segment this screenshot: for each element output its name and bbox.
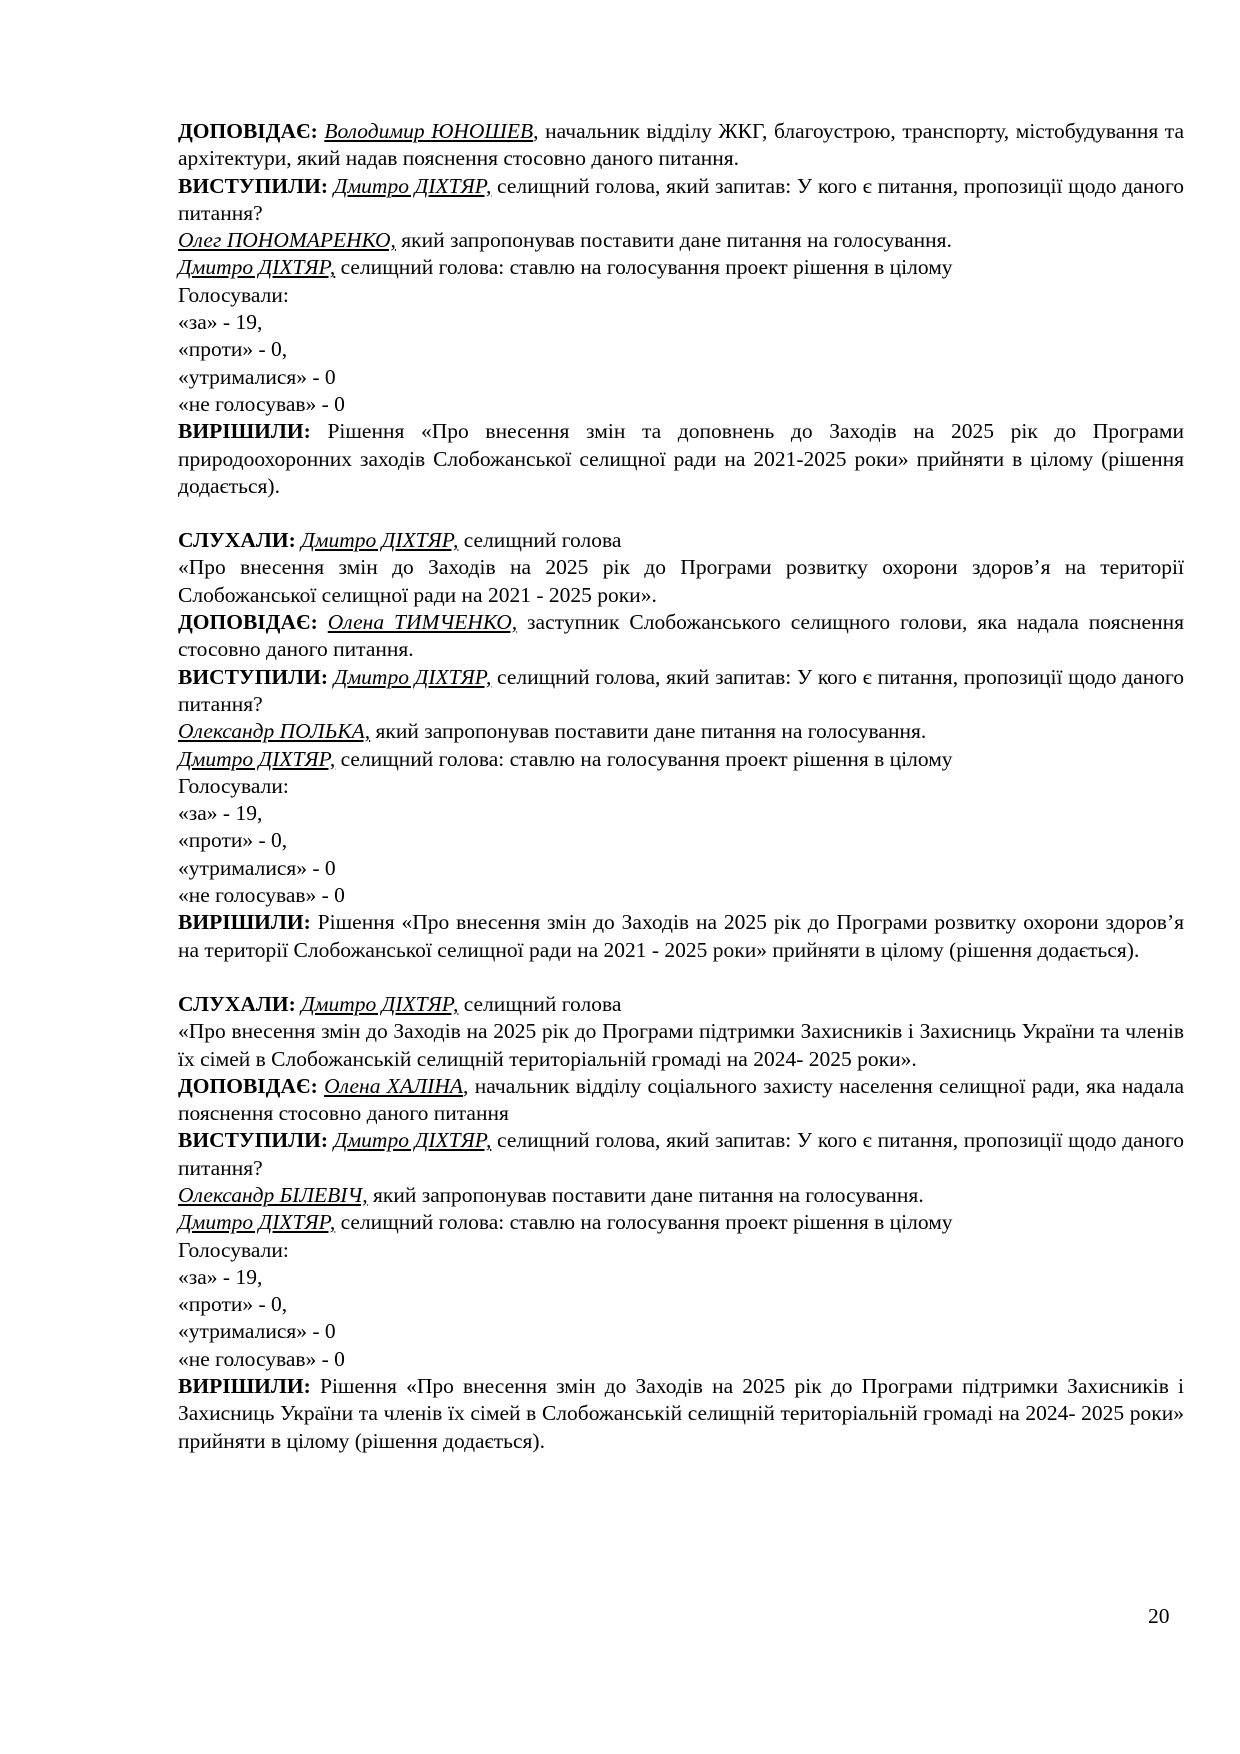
proposer-name: Олександр БІЛЕВІЧ, [178, 1182, 368, 1207]
speakers-label: ВИСТУПИЛИ: [178, 664, 329, 689]
votes-for: «за» - 19, [178, 801, 263, 826]
decision-label: ВИРІШИЛИ: [178, 1374, 311, 1399]
speaker-name: Дмитро ДІХТЯР, [333, 1128, 492, 1153]
heard-paragraph [178, 527, 1184, 554]
speakers-text: селищний голова, який запитав: У кого є питання, пропозиції щодо даного питання? [178, 664, 1185, 716]
reporter-label: ДОПОВІДАЄ: [178, 119, 318, 143]
section-gap [178, 500, 1184, 527]
topic-paragraph: «Про внесення змін до Заходів на 2025 рік до Програми підтримки Захисників і Захисниць України та членів їх сімей в Слобожанській селищній територіальній громаді на 2024- 2025 роки». [178, 1019, 1184, 1071]
votes-for: «за» - 19, [178, 1264, 263, 1289]
topic-paragraph: «Про внесення змін до Заходів на 2025 рік до Програми розвитку охорони здоров’я на території Слобожанської селищної ради на 2021 - 2025 роки». [178, 555, 1184, 607]
heard-label: СЛУХАЛИ: [178, 528, 296, 553]
decision-label: ВИРІШИЛИ: [178, 910, 311, 935]
decision-paragraph [178, 418, 1184, 500]
decision-text: Рішення «Про внесення змін до Заходів на 2025 рік до Програми розвитку охорони здоров’я на території Слобожанської селищної ради на 2021 - 2025 роки» прийняти в цілому (рішення додається). [178, 910, 1184, 962]
votes-heading: Голосували: [178, 773, 289, 798]
votes-not-voted: «не голосував» - 0 [178, 883, 345, 908]
chair-paragraph [178, 746, 1184, 773]
agenda-item-3 [178, 991, 1184, 1455]
speakers-text: селищний голова, який запитав: У кого є питання, пропозиції щодо даного питання? [178, 1128, 1185, 1180]
decision-paragraph [178, 1373, 1184, 1455]
decision-paragraph [178, 909, 1184, 964]
reporter-text: , начальник відділу ЖКГ, благоустрою, транспорту, містобудування та архітектури, який надав пояснення стосовно даного питання. [178, 119, 1184, 171]
decision-label: ВИРІШИЛИ: [178, 419, 311, 444]
proposer-paragraph [178, 718, 1184, 745]
reporter-text: заступник Слобожанського селищного голови, яка надала пояснення стосовно даного питання. [178, 610, 1185, 662]
speaker-name: Дмитро ДІХТЯР, [333, 664, 492, 689]
agenda-item-2 [178, 527, 1184, 964]
reporter-name: Володимир ЮНОШЕВ [324, 119, 534, 143]
heard-name: Дмитро ДІХТЯР, [301, 528, 459, 553]
votes-for: «за» - 19, [178, 310, 263, 335]
decision-text: Рішення «Про внесення змін та доповнень до Заходів на 2025 рік до Програми природоохоронних заходів Слобожанської селищної ради на 2021-2025 роки» прийняти в цілому (рішення додається). [178, 419, 1184, 498]
heard-paragraph [178, 991, 1184, 1018]
votes-abstained: «утрималися» - 0 [178, 364, 336, 389]
decision-text: Рішення «Про внесення змін до Заходів на 2025 рік до Програми підтримки Захисників і Захисниць України та членів їх сімей в Слобожанській селищній територіальній громаді на 2024- 2025 роки» прийняти в цілому (рішення додається). [178, 1374, 1184, 1453]
chair-paragraph [178, 254, 1184, 281]
speakers-paragraph [178, 173, 1184, 228]
chair-text: селищний голова: ставлю на голосування проект рішення в цілому [335, 1210, 953, 1235]
heard-label: СЛУХАЛИ: [178, 991, 296, 1016]
votes-against: «проти» - 0, [178, 828, 288, 853]
chair-name: Дмитро ДІХТЯР, [178, 255, 336, 280]
speakers-label: ВИСТУПИЛИ: [178, 173, 329, 198]
reporter-label: ДОПОВІДАЄ: [178, 1073, 318, 1098]
reporter-text: , начальник відділу соціального захисту населення селищної ради, яка надала пояснення стосовно даного питання [178, 1073, 1185, 1126]
proposer-name: Олександр ПОЛЬКА, [178, 719, 371, 744]
proposer-name: Олег ПОНОМАРЕНКО, [178, 228, 396, 253]
chair-paragraph [178, 1209, 1184, 1236]
reporter-paragraph [178, 609, 1184, 664]
reporter-label: ДОПОВІДАЄ: [178, 610, 318, 635]
speakers-label: ВИСТУПИЛИ: [178, 1128, 329, 1153]
chair-text: селищний голова: ставлю на голосування проект рішення в цілому [335, 746, 953, 771]
speakers-paragraph [178, 1127, 1184, 1182]
votes-not-voted: «не голосував» - 0 [178, 391, 345, 416]
proposer-text: який запропонував поставити дане питання на голосування. [395, 228, 952, 253]
chair-name: Дмитро ДІХТЯР, [178, 746, 336, 771]
votes-abstained: «утрималися» - 0 [178, 855, 336, 880]
proposer-paragraph [178, 227, 1184, 254]
reporter-paragraph [178, 1073, 1184, 1128]
heard-name: Дмитро ДІХТЯР, [301, 991, 459, 1016]
heard-text: селищний голова [458, 528, 622, 553]
votes-against: «проти» - 0, [178, 1292, 288, 1317]
votes-against: «проти» - 0, [178, 337, 288, 362]
speaker-name: Дмитро ДІХТЯР, [333, 173, 492, 198]
chair-text: селищний голова: ставлю на голосування проект рішення в цілому [335, 255, 953, 280]
votes-abstained: «утрималися» - 0 [178, 1319, 336, 1344]
heard-text: селищний голова [458, 991, 622, 1016]
agenda-item-1 [178, 118, 1184, 500]
votes-heading: Голосували: [178, 1237, 289, 1262]
reporter-name: Олена ХАЛІНА [324, 1073, 463, 1098]
section-gap [178, 964, 1184, 991]
document-page [178, 118, 1184, 1455]
speakers-paragraph [178, 664, 1184, 719]
chair-name: Дмитро ДІХТЯР, [178, 1210, 336, 1235]
reporter-name: Олена ТИМЧЕНКО, [327, 610, 518, 635]
page-number: 20 [1148, 1604, 1170, 1628]
reporter-paragraph [178, 118, 1184, 173]
speakers-text: селищний голова, який запитав: У кого є питання, пропозиції щодо даного питання? [178, 173, 1185, 225]
proposer-text: який запропонував поставити дане питання на голосування. [370, 719, 927, 744]
proposer-text: який запропонував поставити дане питання на голосування. [367, 1182, 924, 1207]
votes-heading: Голосували: [178, 282, 289, 307]
proposer-paragraph [178, 1182, 1184, 1209]
votes-not-voted: «не голосував» - 0 [178, 1346, 345, 1371]
